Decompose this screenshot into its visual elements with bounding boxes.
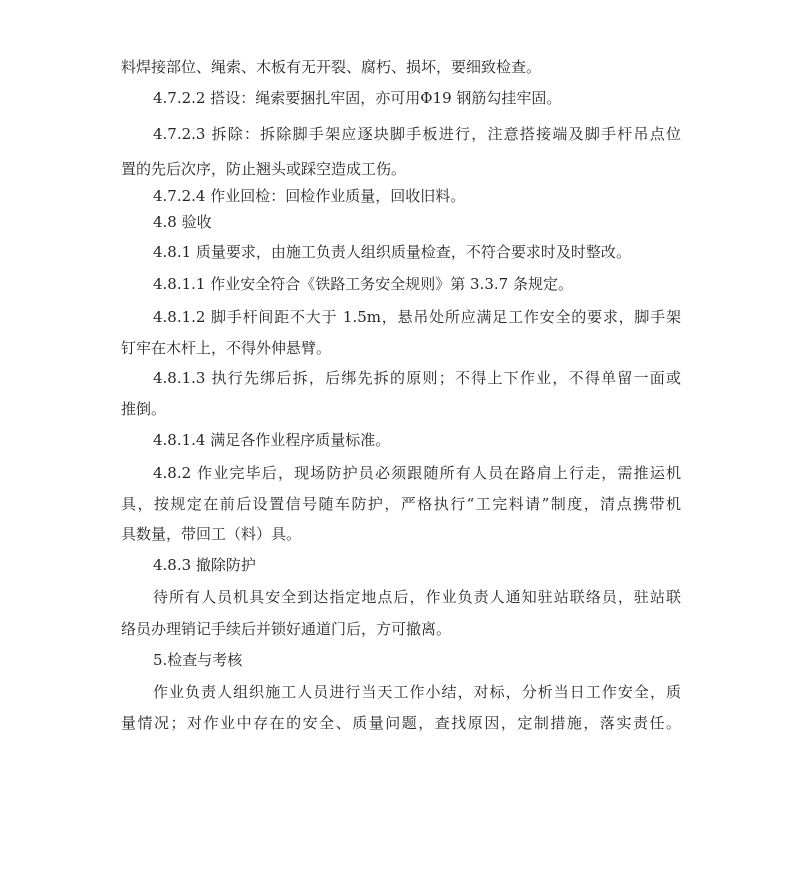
text-line: 4.8.1.4 满足各作业程序质量标准。	[153, 431, 391, 449]
text-line: 推倒。	[121, 400, 167, 418]
text-line: 具数量，带回工（料）具。	[121, 525, 302, 543]
section-heading: 5.检查与考核	[153, 651, 243, 669]
text-line: 4.8.1 质量要求，由施工负责人组织质量检查，不符合要求时及时整改。	[153, 243, 631, 261]
text-line: 作业负责人组织施工人员进行当天工作小结，对标，分析当日工作安全，质	[153, 683, 681, 701]
text-line: 量情况；对作业中存在的安全、质量问题，查找原因，定制措施，落实责任。	[121, 714, 681, 732]
text-line: 置的先后次序，防止翘头或踩空造成工伤。	[121, 160, 407, 178]
section-heading: 4.8 验收	[153, 213, 212, 231]
text-line: 钉牢在木杆上，不得外伸悬臂。	[121, 339, 332, 357]
text-line: 络员办理销记手续后并锁好通道门后，方可撤离。	[121, 620, 452, 638]
text-line: 4.8.1.3 执行先绑后拆，后绑先拆的原则；不得上下作业，不得单留一面或	[153, 369, 681, 387]
section-heading: 4.8.3 撤除防护	[153, 556, 256, 574]
text-line: 待所有人员机具安全到达指定地点后，作业负责人通知驻站联络员，驻站联	[153, 588, 681, 606]
text-line: 4.7.2.3 拆除：拆除脚手架应逐块脚手板进行，注意搭接端及脚手杆吊点位	[153, 125, 681, 143]
text-line: 4.8.1.1 作业安全符合《铁路工务安全规则》第 3.3.7 条规定。	[153, 275, 573, 293]
text-line: 料焊接部位、绳索、木板有无开裂、腐朽、损坏，要细致检查。	[121, 58, 542, 76]
text-line: 具，按规定在前后设置信号随车防护，严格执行“工完料请”制度，清点携带机	[121, 495, 681, 513]
text-line: 4.8.1.2 脚手杆间距不大于 1.5m，悬吊处所应满足工作安全的要求，脚手架	[153, 308, 681, 326]
text-line: 4.8.2 作业完毕后，现场防护员必须跟随所有人员在路肩上行走，需推运机	[153, 464, 681, 482]
text-line: 4.7.2.2 搭设：绳索要捆扎牢固，亦可用Φ19 钢筋勾挂牢固。	[153, 89, 562, 107]
text-line: 4.7.2.4 作业回检：回检作业质量，回收旧料。	[153, 187, 466, 205]
